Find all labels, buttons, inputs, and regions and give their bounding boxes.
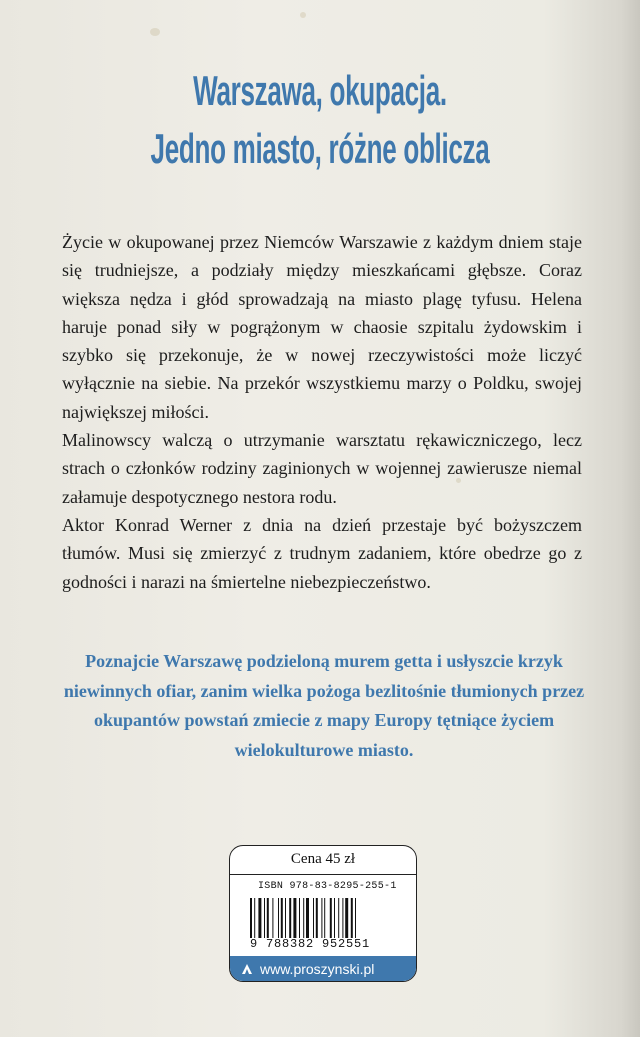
barcode-bar [293, 898, 296, 938]
blurb-paragraph: Malinowscy walczą o utrzymanie warsztatu rękawiczniczego, lecz strach o członków rodziny zaginionych w wojennej zawierusze niemal załamuje despotycznego nestora rodu. [62, 430, 582, 507]
price-label: Cena 45 zł [290, 851, 356, 867]
barcode-bar [334, 898, 335, 938]
barcode-bar [272, 898, 273, 938]
barcode-bar [351, 898, 353, 938]
barcode-bar [303, 898, 304, 938]
barcode [250, 898, 396, 938]
blurb-paragraph: Życie w okupowanej przez Niemców Warszawie z każdym dniem staje się trudniejsze, a podziały między mieszkańcami głębsze. Coraz większa nędza i głód sprowadzają na miasto plagę tyfusu. Helena haruje ponad siły w pogrążonym w chaosie szpitalu żydowskim i szybko się przekonuje, że w nowej rzeczywistości może liczyć wyłącznie na siebie. Na przekór wszystkiemu marzy o Poldku, swojej największej miłości. [62, 232, 582, 422]
title-line-2: Jedno miasto, różne oblicza [150, 125, 490, 172]
blurb-paragraph: Aktor Konrad Werner z dnia na dzień przestaje być bożyszczem tłumów. Musi się zmierzyć z trudnym zadaniem, które obedrze go z godności i narazi na śmiertelne niebezpieczeństwo. [62, 514, 582, 592]
barcode-bar [342, 898, 343, 938]
isbn-label: ISBN 978-83-8295-255-1 [258, 881, 397, 892]
publisher-url-bar[interactable] [230, 956, 416, 981]
barcode-bar [313, 898, 314, 938]
paper-stain [300, 12, 306, 18]
barcode-bar [281, 898, 283, 938]
barcode-bar [285, 898, 286, 938]
barcode-bar [289, 898, 291, 938]
barcode-bar [254, 898, 255, 938]
divider [230, 874, 416, 875]
barcode-bar [330, 898, 332, 938]
barcode-bar [278, 898, 279, 938]
paper-stain [150, 28, 160, 36]
tagline: Poznajcie Warszawę podzieloną murem getta i usłyszcie krzyk niewinnych ofiar, zanim wielka pożoga bezlitośnie tłumionych przez okupantów powstań zmiecie z mapy Europy tętniące życiem wielokulturowe miasto. [63, 651, 585, 760]
barcode-bar [355, 898, 356, 938]
barcode-bar [267, 898, 269, 938]
barcode-bar [321, 898, 322, 938]
barcode-bar [299, 898, 300, 938]
publisher-logo-icon [240, 962, 254, 976]
cover-title [0, 62, 640, 178]
barcode-bar [316, 898, 318, 938]
price-box [229, 845, 417, 982]
barcode-bar [264, 898, 265, 938]
barcode-bar [306, 898, 309, 938]
barcode-bar [324, 898, 325, 938]
blurb-text [62, 228, 582, 596]
barcode-bar [258, 898, 261, 938]
barcode-bar [250, 898, 252, 938]
barcode-digits: 9 788382 952551 [250, 937, 371, 951]
publisher-url[interactable]: www.proszynski.pl [260, 960, 375, 977]
barcode-bar [338, 898, 339, 938]
barcode-bar [345, 898, 348, 938]
title-line-1: Warszawa, okupacja. [193, 67, 447, 114]
